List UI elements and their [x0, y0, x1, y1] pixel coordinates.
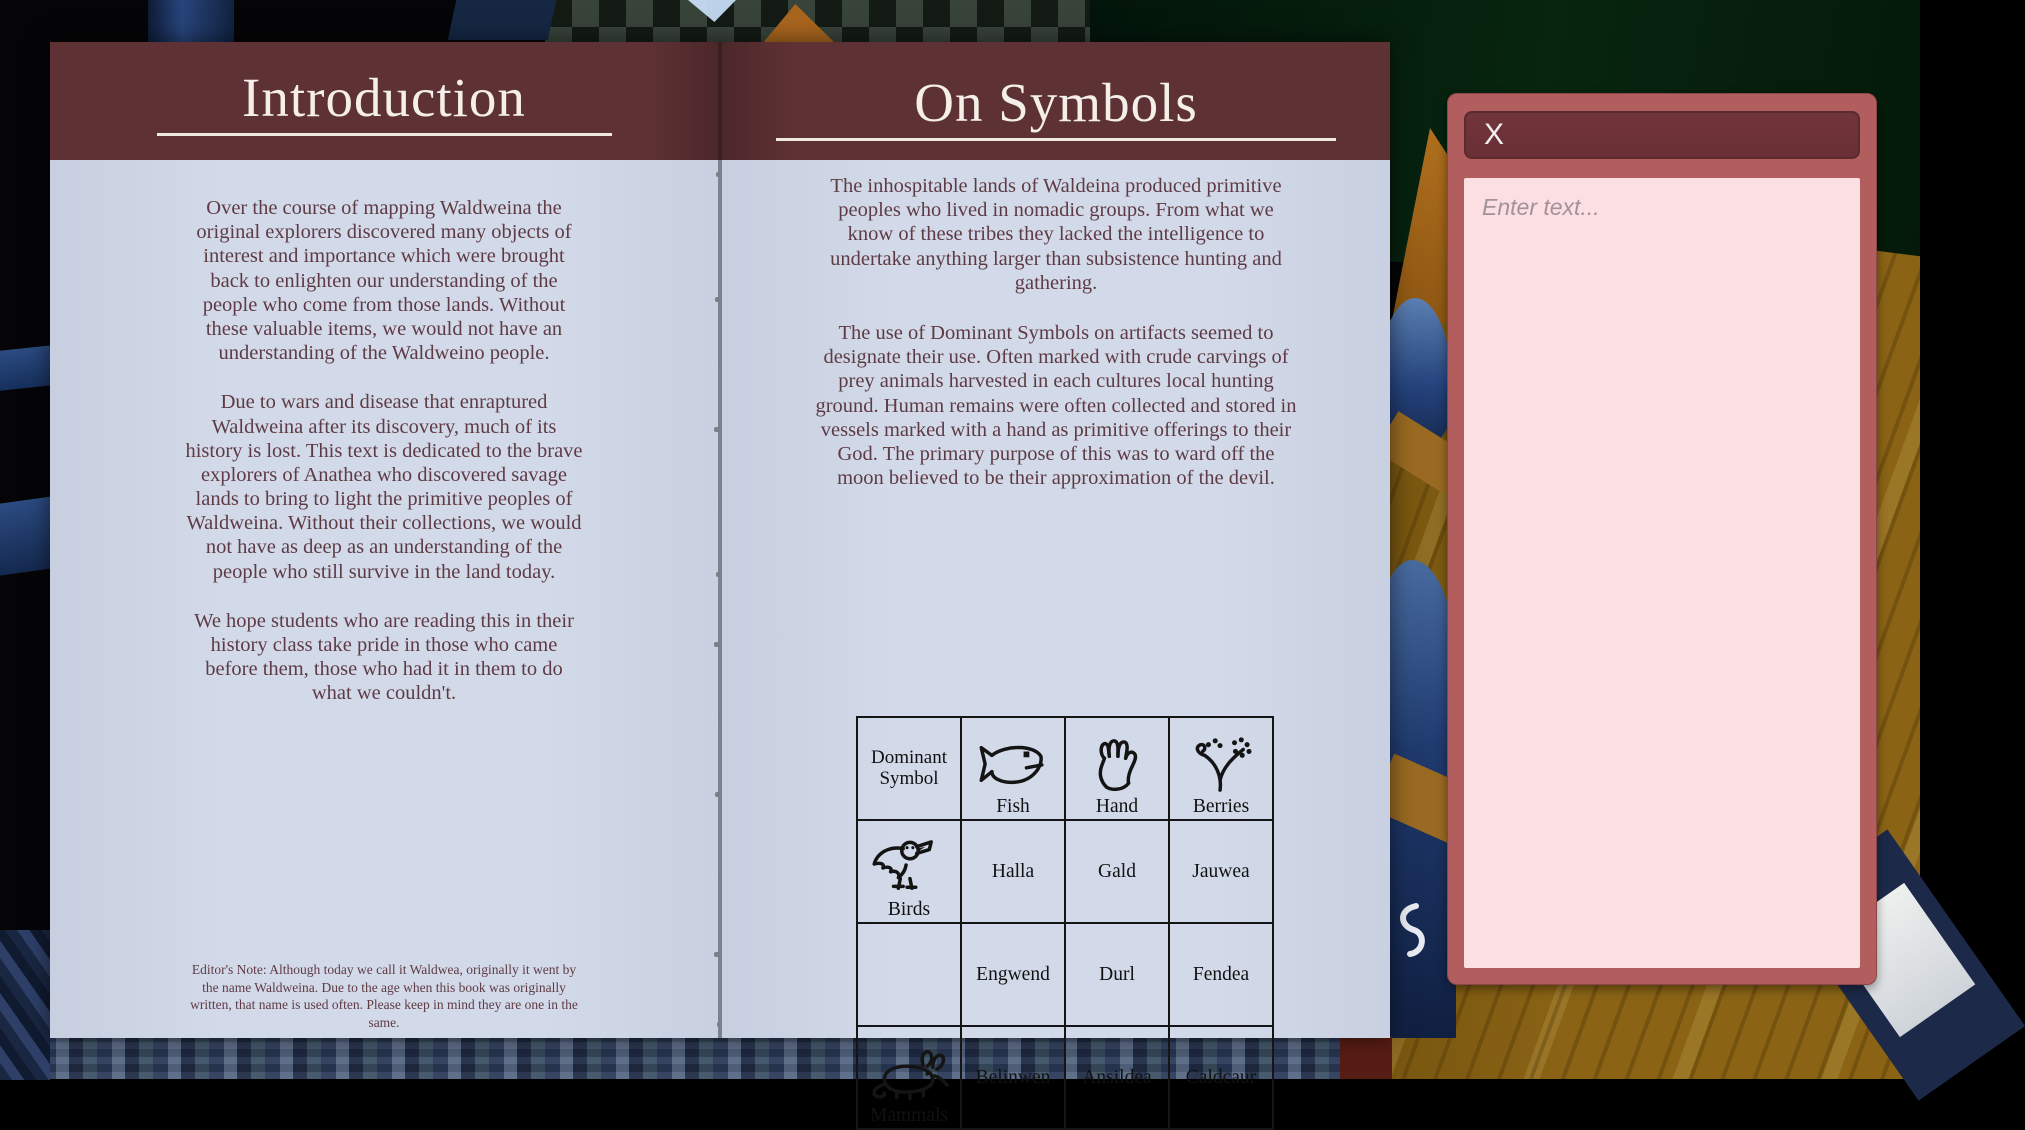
table-cell-name: Belinwen [961, 1026, 1065, 1129]
table-row [857, 923, 1273, 1026]
table-cell-hand [1065, 717, 1169, 820]
cell-label: Birds [887, 898, 931, 920]
right-page-body [722, 160, 1390, 1126]
open-book [50, 42, 1390, 1126]
background-teapot-decoration [1388, 900, 1428, 1010]
table-cell-name: Gald [1065, 820, 1169, 923]
table-cell-fish [961, 717, 1065, 820]
left-page-header [50, 42, 718, 160]
table-row [857, 820, 1273, 923]
book-left-page [50, 42, 718, 1038]
table-cell-name: Jauwea [1169, 820, 1273, 923]
table-cell-name: Caldcaur [1169, 1026, 1273, 1129]
table-cell-name: Halla [961, 820, 1065, 923]
right-page-title: On Symbols [914, 72, 1198, 133]
table-cell-name: Ansildea [1065, 1026, 1169, 1129]
close-button[interactable]: X [1466, 113, 1504, 157]
paragraph: The use of Dominant Symbols on artifacts seemed to designate their use. Often marked with crude carvings of prey animals harvested in each cultures local hunting ground. Human remains were often collected and stored in vessels marked with a hand as primitive offerings to their God. The primary purpose of this was to ward off the moon believed to be their approximation of the devil. [815, 321, 1297, 490]
background-blue-post [148, 0, 234, 44]
spine-stitching [716, 172, 721, 177]
left-page-title: Introduction [242, 67, 526, 128]
paragraph: Due to wars and disease that enraptured Waldweina after its discovery, much of its history is lost. This text is dedicated to the brave explorers of Anathea who discovered savage lands to bring to light the primitive peoples of Waldweina. Without their collections, we would not have as deep as an understanding of the people who still survive in the land today. [185, 391, 583, 583]
cell-label: Mammals [870, 1104, 948, 1126]
mammal-symbol-icon [868, 1046, 950, 1100]
table-row [857, 717, 1273, 820]
table-cell-name: Durl [1065, 923, 1169, 1026]
title-underline [776, 138, 1336, 141]
table-cell-dominant-symbol: Dominant Symbol [857, 717, 961, 820]
notes-text-input[interactable] [1464, 178, 1860, 968]
table-cell-berries [1169, 717, 1273, 820]
table-row [857, 1026, 1273, 1129]
fish-symbol-icon [978, 739, 1048, 789]
paragraph: We hope students who are reading this in their history class take pride in those who came before them, those who had it in them to do what we couldn't. [194, 609, 574, 705]
left-page-body [50, 160, 718, 1038]
title-underline [157, 133, 612, 136]
background-blue-shape [448, 0, 557, 40]
book-right-page [722, 42, 1390, 1126]
right-page-header [722, 42, 1390, 160]
background-blue-shelf-bar [0, 345, 52, 390]
notes-panel-header[interactable] [1464, 111, 1860, 159]
berries-symbol-icon [1189, 736, 1253, 792]
cell-label: Fish [996, 795, 1030, 817]
bird-symbol-icon [871, 838, 947, 896]
table-cell-mammals [857, 1026, 961, 1129]
dominant-symbol-table [856, 716, 1274, 1130]
paragraph: The inhospitable lands of Waldeina produced primitive peoples who lived in nomadic groups. From what we know of these tribes they lacked the intelligence to undertake anything larger than subsistence hunting and gathering. [830, 175, 1282, 294]
background-red-book-corner [1340, 1036, 1392, 1079]
hand-symbol-icon [1093, 737, 1141, 791]
cell-label: Hand [1095, 795, 1139, 817]
notes-panel [1447, 93, 1877, 985]
editors-note: Editor's Note: Although today we call it Waldwea, originally it went by the name Waldweina. Due to the age when this book was originally written, that name is used often. Please keep in mind they are one in the same. [190, 961, 578, 1031]
table-cell-empty [857, 923, 961, 1026]
table-cell-birds [857, 820, 961, 923]
table-cell-name: Fendea [1169, 923, 1273, 1026]
cell-label: Berries [1192, 795, 1250, 817]
background-mosaic-corner [0, 930, 50, 1080]
table-cell-name: Engwend [961, 923, 1065, 1026]
background-blue-shelf-bar [0, 496, 52, 575]
paragraph: Over the course of mapping Waldweina the original explorers discovered many objects of interest and importance which were brought back to enlighten our understanding of the people who come from those lands. Without these valuable items, we would not have an understanding of the Waldweino people. [196, 197, 572, 365]
